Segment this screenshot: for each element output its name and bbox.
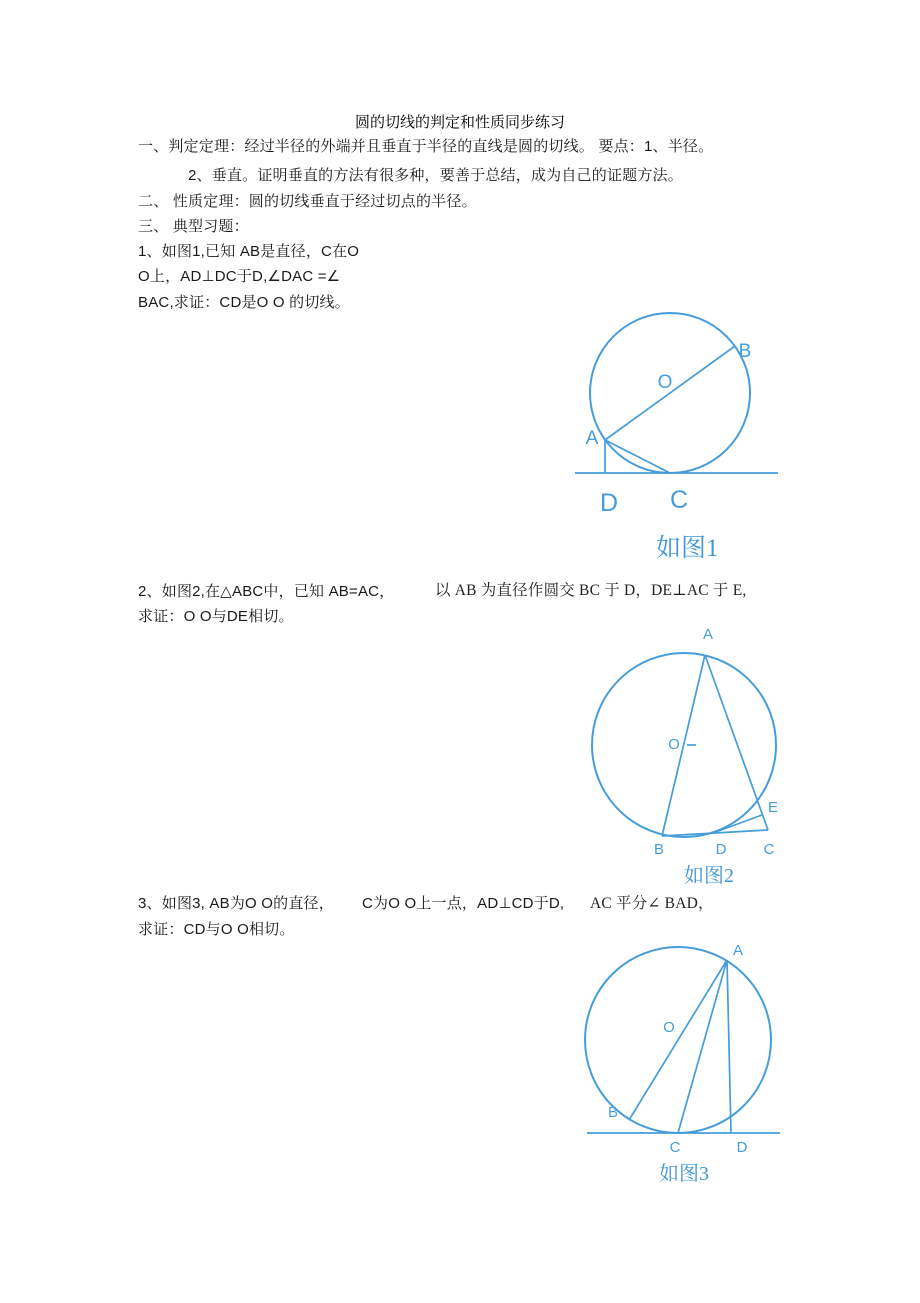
problem3-line1b: C为O O上一点，AD⊥CD于D,: [362, 895, 565, 912]
point-label-O: O: [657, 372, 673, 393]
problem2-line1b: 以 AB 为直径作圆交 BC 于 D，DE⊥AC 于 E,: [435, 582, 747, 599]
point-label-D: D: [736, 1139, 748, 1156]
problem1-line3: BAC,求证：CD是O O 的切线。: [138, 294, 350, 311]
point-label-C: C: [669, 486, 689, 514]
point-label-B: B: [653, 841, 665, 858]
problem2-line1a: 2、如图2,在△ABC中，已知 AB=AC，: [138, 583, 395, 600]
chord-AC: [605, 440, 670, 473]
point-label-A: A: [585, 428, 599, 449]
problem1-line1: 1、如图1,已知 AB是直径，C在O: [138, 243, 360, 260]
point-label-D: D: [715, 841, 727, 858]
problem3-line1c: AC 平分∠ BAD，: [590, 895, 714, 912]
point-label-E: E: [767, 799, 779, 816]
figure-1: [555, 300, 805, 565]
diameter-AB: [605, 346, 735, 440]
section1-line2: 2、垂直。证明垂直的方法有很多种，要善于总结，成为自己的证题方法。: [188, 167, 683, 184]
point-label-C: C: [763, 841, 775, 858]
section1-line1: 一、判定定理：经过半径的外端并且垂直于半径的直线是圆的切线。 要点：1、半径。: [138, 138, 714, 155]
page-title: 圆的切线的判定和性质同步练习: [354, 114, 565, 131]
figure3-caption: 如图3: [659, 1163, 709, 1185]
point-label-B: B: [738, 341, 752, 362]
figure-2: [575, 618, 805, 863]
problem3-line1a: 3、如图3, AB为O O的直径，: [138, 895, 334, 912]
point-label-D: D: [599, 489, 619, 517]
section3-line: 三、 典型习题：: [138, 218, 249, 235]
point-label-B: B: [607, 1104, 619, 1121]
point-label-O: O: [663, 1019, 675, 1036]
point-label-A: A: [732, 942, 744, 959]
segment-AD: [727, 960, 731, 1133]
chord-AC: [678, 960, 727, 1133]
problem2-line2: 求证：O O与DE相切。: [138, 608, 294, 625]
figure1-caption: 如图1: [656, 535, 719, 562]
figure-3: [565, 930, 815, 1165]
figure2-caption: 如图2: [684, 865, 734, 887]
point-label-O: O: [668, 736, 680, 753]
side-AC: [705, 655, 768, 830]
point-label-C: C: [669, 1139, 681, 1156]
diameter-AB: [629, 960, 727, 1120]
point-label-A: A: [702, 626, 714, 643]
problem3-line2: 求证：CD与O O相切。: [138, 921, 295, 938]
problem1-line2: O上，AD⊥DC于D,∠DAC =∠: [138, 268, 341, 285]
section2-line: 二、 性质定理：圆的切线垂直于经过切点的半径。: [138, 193, 477, 210]
